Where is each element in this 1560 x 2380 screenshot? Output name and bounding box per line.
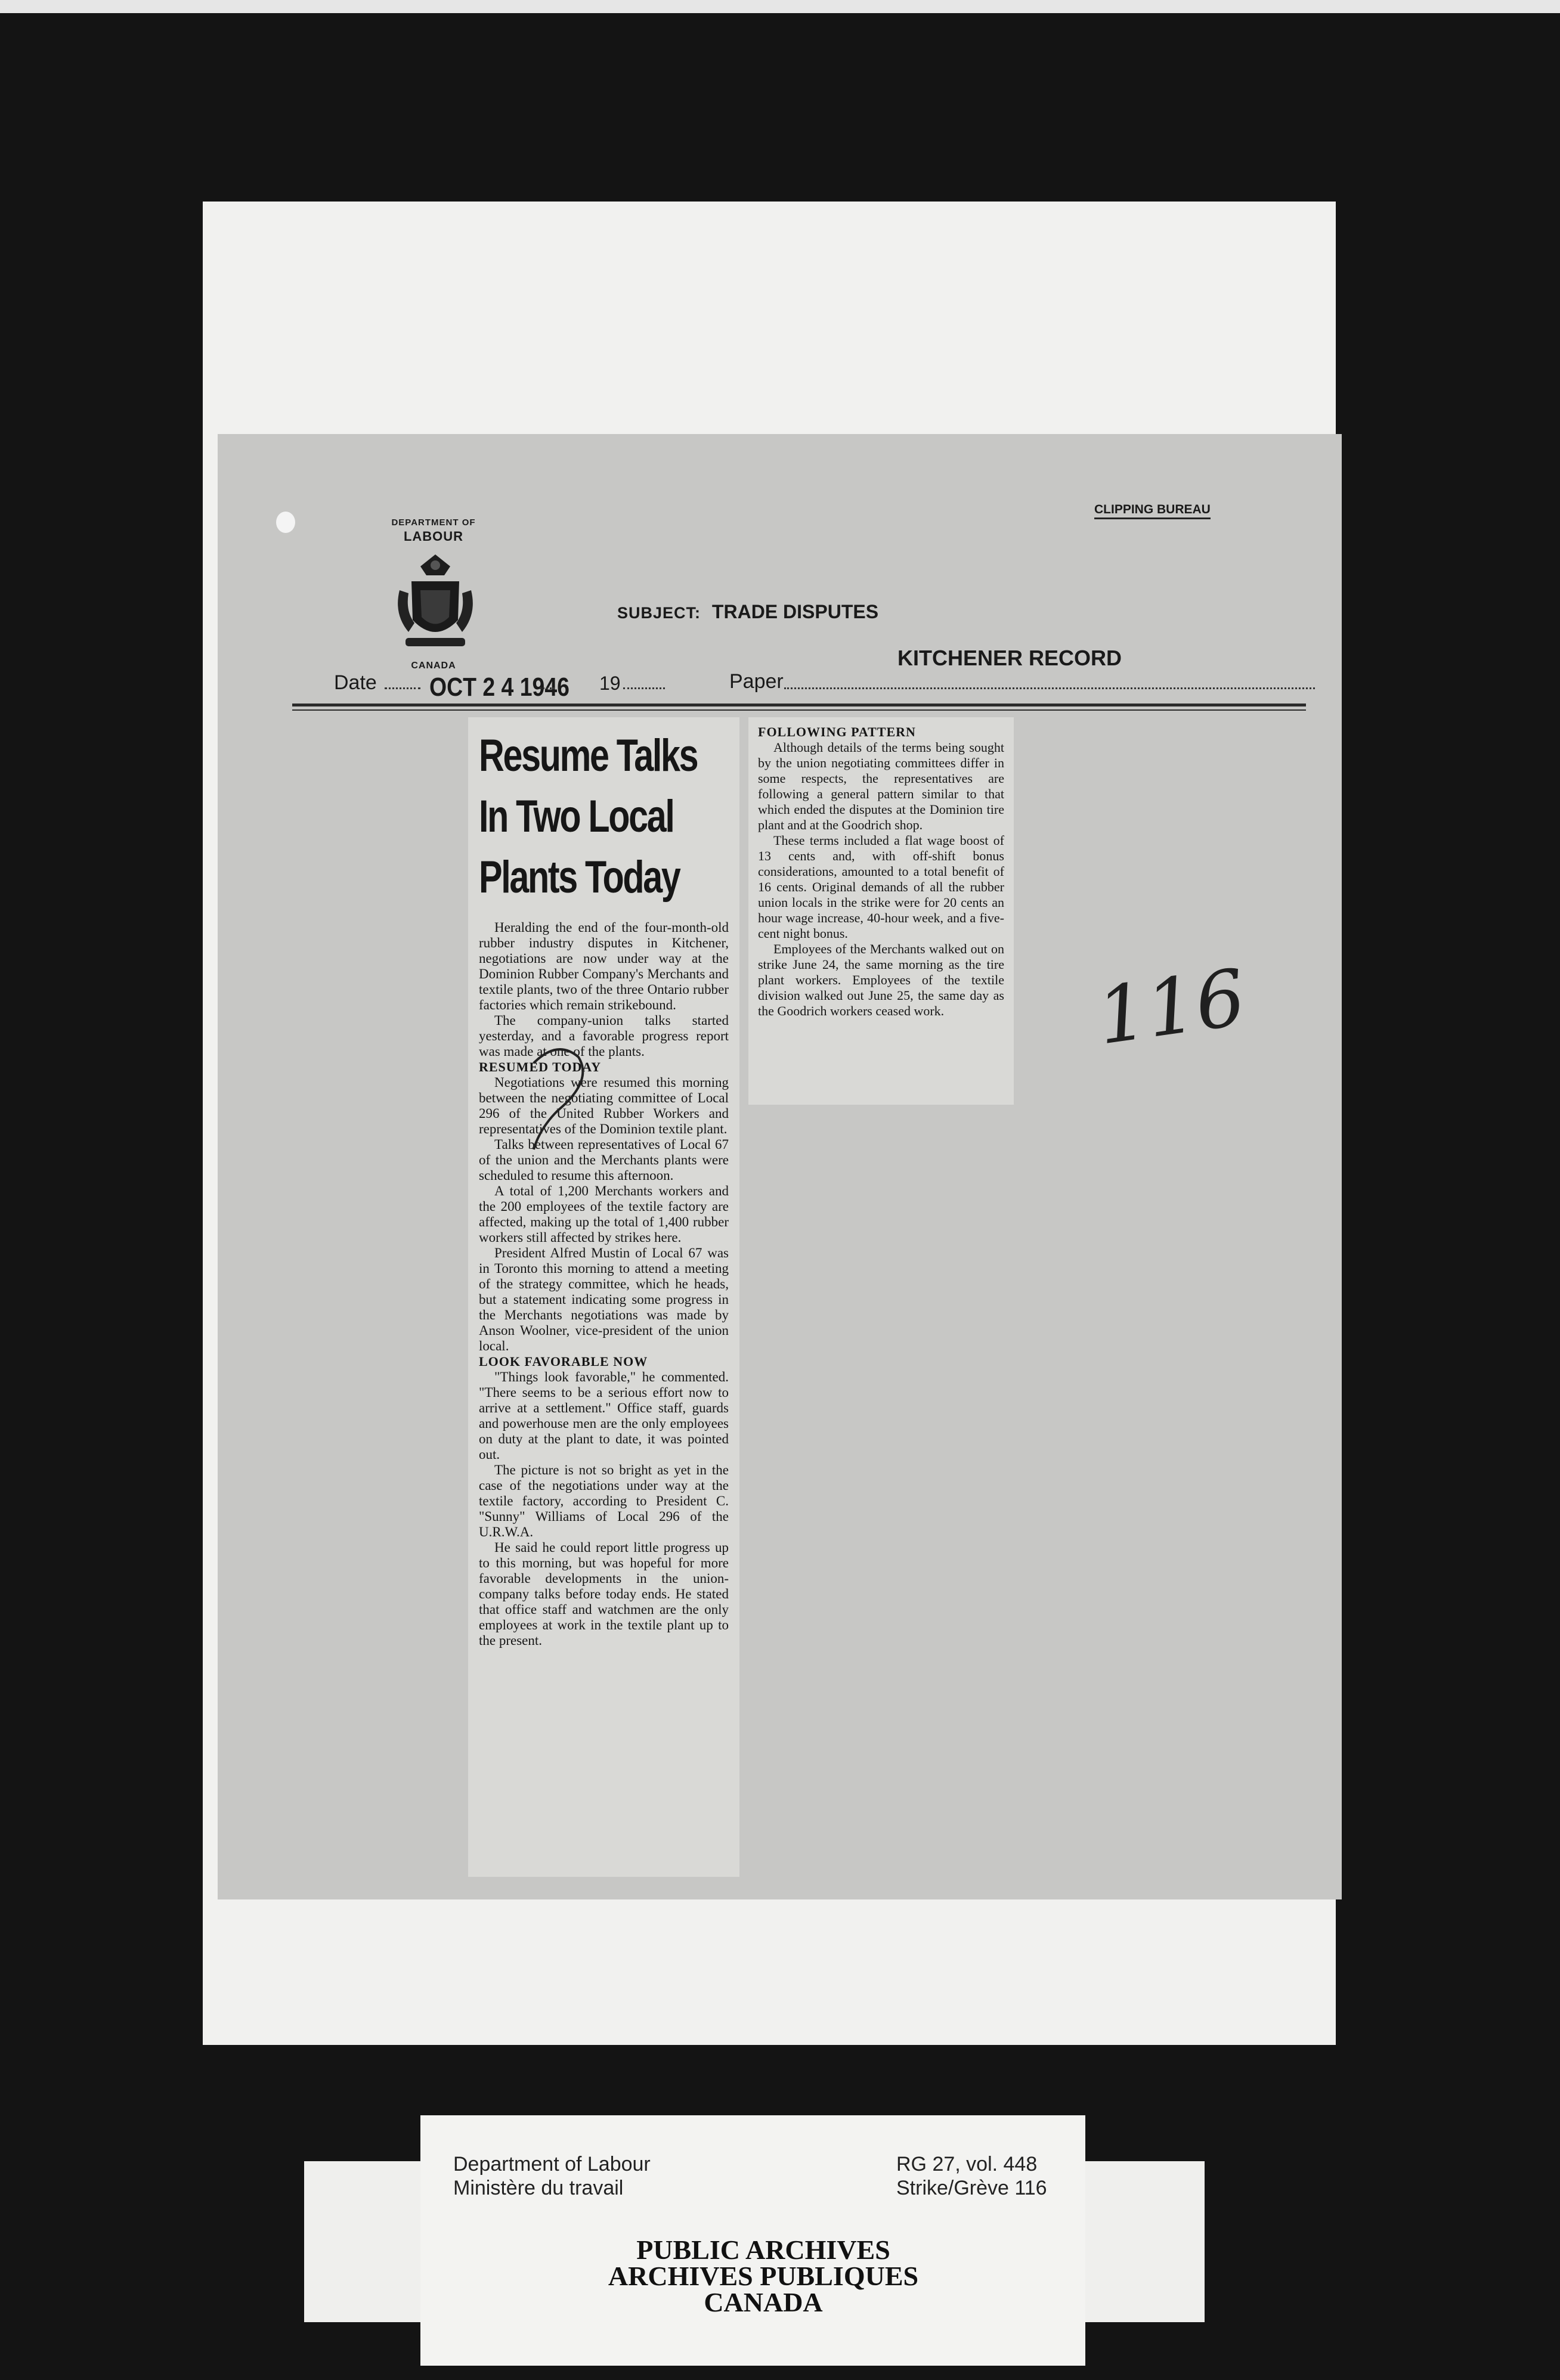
archive-dept-fr: Ministère du travail xyxy=(453,2177,624,2199)
archive-rg: RG 27, vol. 448 xyxy=(896,2153,1038,2176)
article-subhead: FOLLOWING PATTERN xyxy=(758,724,916,739)
header-rule-thin xyxy=(292,709,1306,711)
article-paragraph: Talks between representatives of Local 67 of the union and the Merchants plants were scheduled to resume this afternoon. xyxy=(479,1137,729,1183)
handwritten-mark xyxy=(522,1039,605,1152)
article-subhead: LOOK FAVORABLE NOW xyxy=(479,1354,648,1369)
clipping-bureau-label: CLIPPING BUREAU xyxy=(1094,503,1211,519)
year-prefix: 19 xyxy=(599,673,621,694)
date-dotted-line-2 xyxy=(540,687,555,689)
punch-hole xyxy=(276,512,295,533)
paper-label: Paper xyxy=(729,670,784,693)
pa-line-1: PUBLIC ARCHIVES xyxy=(636,2235,890,2265)
article-subhead: RESUMED TODAY xyxy=(479,1059,602,1074)
date-dotted-line xyxy=(385,687,420,689)
article-paragraph: The company-union talks started yesterday, and a favorable progress report was made at one of the plants. xyxy=(479,1013,729,1059)
article-paragraph: Heralding the end of the four-month-old rubber industry disputes in Kitchener, negotiations are now under way at the Dominion Rubber Company's Merchants and textile plants, two of the three Ontario rubber factories which remain strikebound. xyxy=(479,920,729,1012)
archive-dept-en: Department of Labour xyxy=(453,2153,651,2176)
headline-line-3: Plants Today xyxy=(479,852,680,903)
article-paragraph: Employees of the Merchants walked out on strike June 24, the same morning as the tire plant workers. Employees of the textile division walked out June 25, the same day as the Goodrich workers ceased work. xyxy=(758,941,1004,1018)
article-column-2 xyxy=(748,717,1014,1105)
coat-of-arms-icon xyxy=(388,548,483,656)
article-paragraph: Negotiations were resumed this morning between the negotiating committee of Local 296 of the United Rubber Workers and representatives of the Dominion textile plant. xyxy=(479,1075,729,1136)
dept-line-1: DEPARTMENT OF xyxy=(391,517,476,528)
article-paragraph: Although details of the terms being sought by the union negotiating committees differ in some respects, the representatives are following a general pattern similar to that which ended the disputes at the Dominion tire plant and at the Goodrich shop. xyxy=(758,740,1004,832)
date-stamp: OCT 2 4 1946 xyxy=(429,673,569,702)
article-paragraph: President Alfred Mustin of Local 67 was in Toronto this morning to attend a meeting of the strategy committee, which he heads, but a statement indicating some progress in the Merchants negotiations was made by Anson Woolner, vice-president of the union local. xyxy=(479,1245,729,1353)
headline-line-2: In Two Local xyxy=(479,791,674,842)
country-label: CANADA xyxy=(411,661,456,671)
article-column-1 xyxy=(468,717,739,1877)
paper-dotted-line xyxy=(784,687,1315,689)
header-rule xyxy=(292,704,1306,706)
article-paragraph: The picture is not so bright as yet in the case of the negotiations under way at the textile factory, according to President C. "Sunny" Williams of Local 296 of the U.R.W.A. xyxy=(479,1462,729,1539)
clipping-form xyxy=(218,434,1342,1899)
handwritten-number: 116 xyxy=(1091,952,1251,1062)
article-paragraph: He said he could report little progress up to this morning, but was hopeful for more favorable developments in the union-company talks before today ends. He stated that office staff and watchmen are the only employees at work in the textile plant up to the present. xyxy=(479,1540,729,1648)
article-paragraph: A total of 1,200 Merchants workers and the 200 employees of the textile factory are affected, making up the total of 1,400 rubber workers still affected by strikes here. xyxy=(479,1183,729,1245)
article-paragraph: These terms included a flat wage boost of 13 cents and, with off-shift bonus considerations, amounted to a total benefit of 16 cents. Original demands of all the rubber union locals in the strike were for 20 cents an hour wage increase, 40-hour week, and a five-cent night bonus. xyxy=(758,833,1004,941)
headline-line-1: Resume Talks xyxy=(479,730,698,781)
article-paragraph: "Things look favorable," he commented. "There seems to be a serious effort now to arrive at a settlement." Office staff, guards and powerhouse men are the only employees on duty at the plant to date, it was pointed out. xyxy=(479,1369,729,1462)
article-headline xyxy=(479,726,728,908)
public-archives-title xyxy=(537,2237,990,2316)
subject-value: TRADE DISPUTES xyxy=(711,601,879,622)
subject-label: SUBJECT: xyxy=(617,604,701,622)
year-dotted-line xyxy=(623,687,665,689)
department-header xyxy=(374,517,493,544)
dept-line-2: LABOUR xyxy=(403,529,464,544)
paper-value: KITCHENER RECORD xyxy=(897,646,1122,670)
date-label: Date xyxy=(334,671,377,694)
film-edge xyxy=(0,0,1560,13)
pa-line-2: ARCHIVES PUBLIQUES xyxy=(608,2261,919,2291)
pa-line-3: CANADA xyxy=(704,2287,823,2317)
archive-department xyxy=(453,2152,651,2200)
archive-strike: Strike/Grève 116 xyxy=(896,2177,1047,2199)
archive-reference xyxy=(896,2152,1047,2200)
subject-line xyxy=(617,601,878,623)
